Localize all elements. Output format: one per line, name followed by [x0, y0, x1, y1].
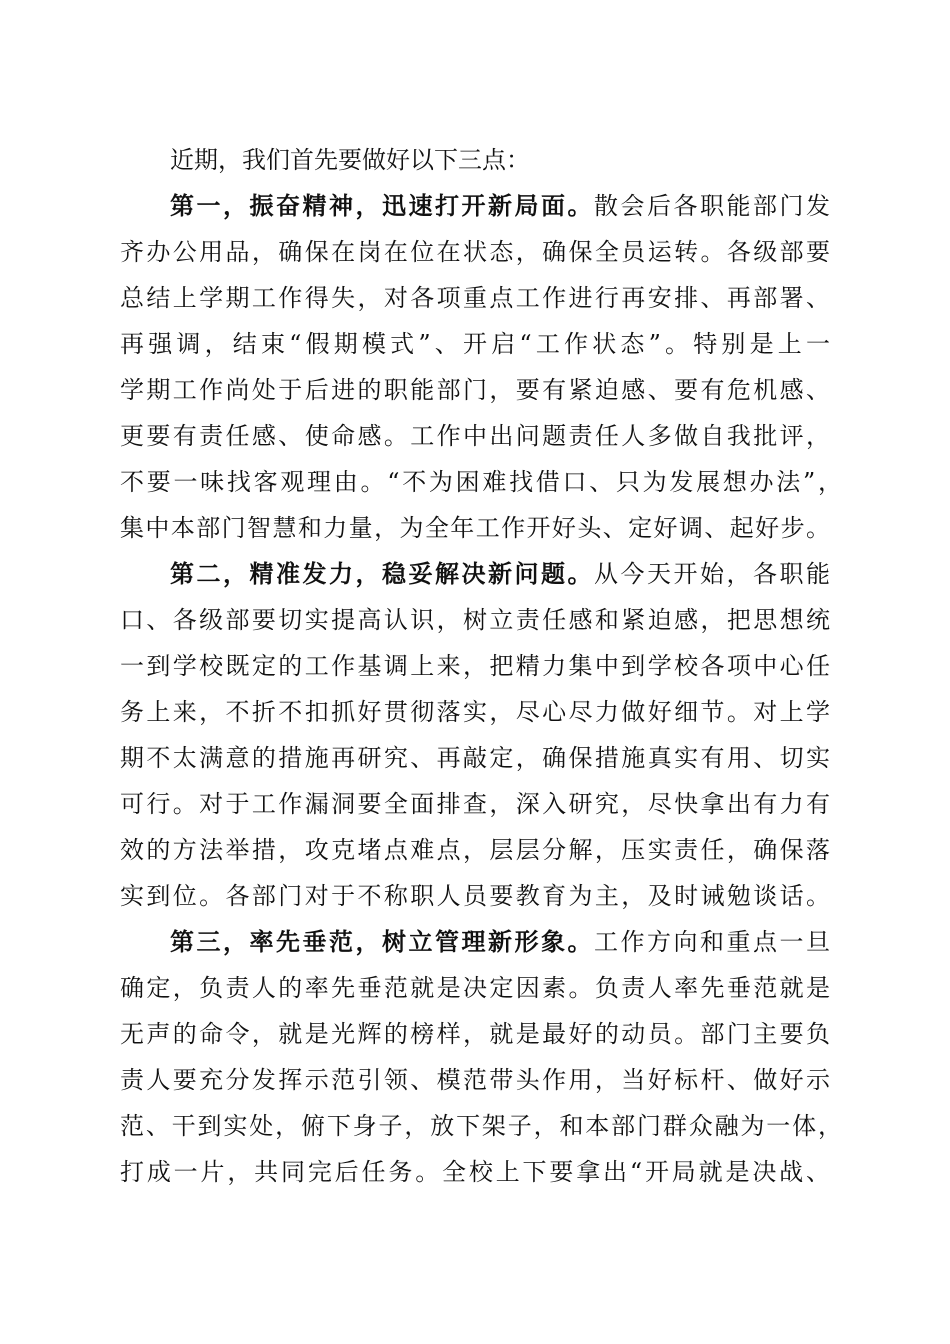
- text-line: 更要有责任感、使命感。工作中出问题责任人多做自我批评，: [120, 422, 830, 450]
- text-line: 确定，负责人的率先垂范就是决定因素。负责人率先垂范就是: [120, 974, 830, 1002]
- text-line: 总结上学期工作得失，对各项重点工作进行再安排、再部署、: [120, 284, 830, 312]
- text-line: 实到位。各部门对于不称职人员要教育为主，及时诫勉谈话。: [120, 882, 830, 910]
- paragraph-3-first-line: [170, 927, 830, 957]
- text-line: 务上来，不折不扣抓好贯彻落实，尽心尽力做好细节。对上学: [120, 698, 830, 726]
- text-line: 学期工作尚处于后进的职能部门，要有紧迫感、要有危机感、: [120, 376, 830, 404]
- paragraph-1-text: 散会后各职能部门发: [594, 192, 830, 220]
- text-line: 集中本部门智慧和力量，为全年工作开好头、定好调、起好步。: [120, 514, 830, 542]
- text-line: 期不太满意的措施再研究、再敲定，确保措施真实有用、切实: [120, 744, 830, 772]
- text-line: 责人要充分发挥示范引领、模范带头作用，当好标杆、做好示: [120, 1066, 830, 1094]
- paragraph-1-first-line: [170, 191, 830, 221]
- paragraph-3-text: 工作方向和重点一旦: [594, 928, 830, 956]
- paragraph-2-text: 从今天开始，各职能: [594, 560, 830, 588]
- paragraph-2-first-line: [170, 559, 830, 589]
- text-line: 可行。对于工作漏洞要全面排查，深入研究，尽快拿出有力有: [120, 790, 830, 818]
- paragraph-1-heading: 第一，振奋精神，迅速打开新局面。: [170, 191, 594, 220]
- text-line: 齐办公用品，确保在岗在位在状态，确保全员运转。各级部要: [120, 238, 830, 266]
- text-line: 再强调，结束“假期模式”、开启“工作状态”。特别是上一: [120, 330, 830, 358]
- text-line: 口、各级部要切实提高认识，树立责任感和紧迫感，把思想统: [120, 606, 830, 634]
- text-line: 效的方法举措，攻克堵点难点，层层分解，压实责任，确保落: [120, 836, 830, 864]
- paragraph-2-heading: 第二，精准发力，稳妥解决新问题。: [170, 559, 594, 588]
- text-line: 范、干到实处，俯下身子，放下架子，和本部门群众融为一体，: [120, 1112, 842, 1140]
- text-line: 不要一味找客观理由。“不为困难找借口、只为发展想办法”，: [120, 468, 842, 496]
- text-line: 打成一片，共同完后任务。全校上下要拿出“开局就是决战、: [120, 1158, 830, 1186]
- text-line: 一到学校既定的工作基调上来，把精力集中到学校各项中心任: [120, 652, 830, 680]
- intro-line: 近期，我们首先要做好以下三点：: [170, 146, 530, 174]
- text-line: 无声的命令，就是光辉的榜样，就是最好的动员。部门主要负: [120, 1020, 830, 1048]
- paragraph-3-heading: 第三，率先垂范，树立管理新形象。: [170, 927, 594, 956]
